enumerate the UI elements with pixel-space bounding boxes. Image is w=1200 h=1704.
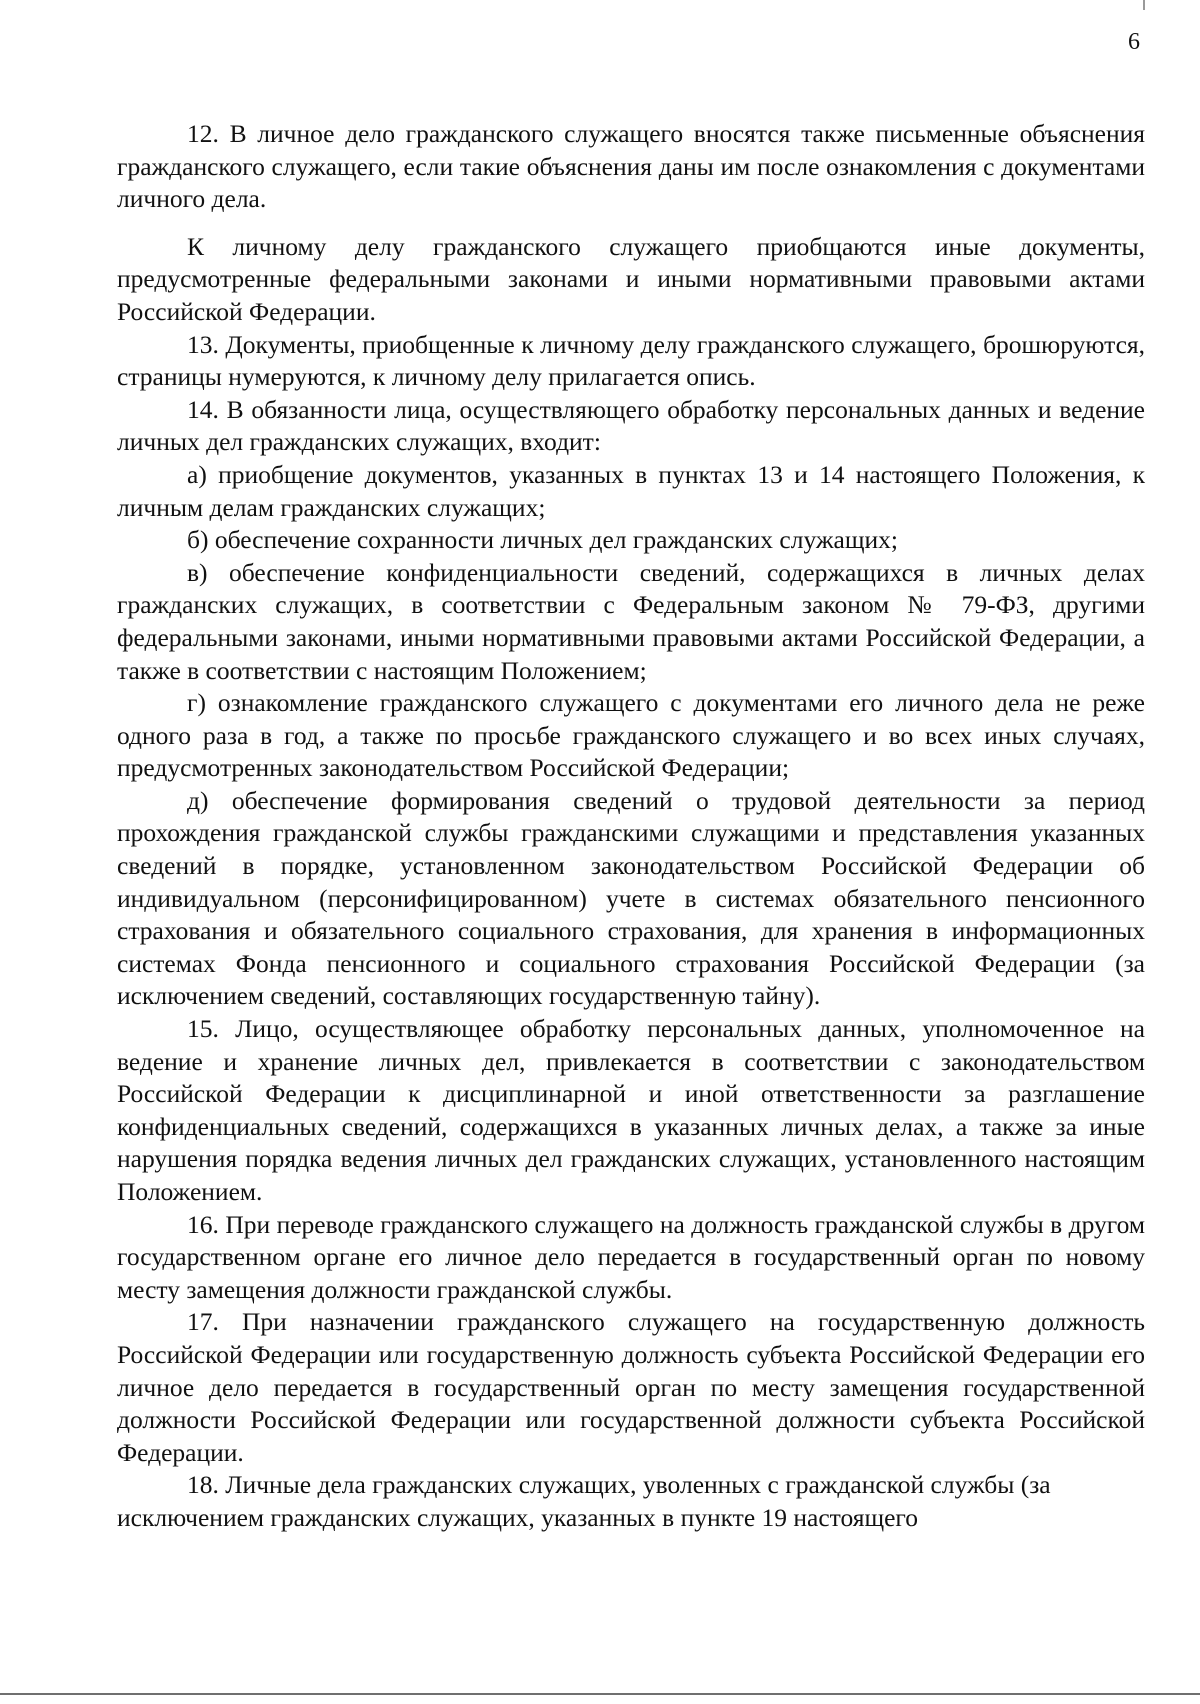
paragraph-16: 16. При переводе гражданского служащего на должность гражданской службы в другом государственном органе его личное дело передается в государственный орган по новому месту замещения должности гражданской службы.: [117, 1209, 1145, 1304]
paragraph-14-a: а) приобщение документов, указанных в пунктах 13 и 14 настоящего Положения, к личным делам гражданских служащих;: [117, 459, 1145, 522]
paragraph-17: 17. При назначении гражданского служащего на государственную должность Российской Федерации или государственную должность субъекта Российской Федерации его личное дело передается в государственный орган по месту замещения государственной должности Российской Федерации или государственной должности субъекта Российской Федерации.: [117, 1307, 1145, 1467]
document-body: [117, 118, 1145, 1535]
page-number: 6: [1128, 29, 1140, 55]
paragraph-13: 13. Документы, приобщенные к личному делу гражданского служащего, брошюруются, страницы нумеруются, к личному делу прилагается опись.: [117, 329, 1145, 392]
paragraph-12: 12. В личное дело гражданского служащего вносятся также письменные объяснения гражданского служащего, если такие объяснения даны им после ознакомления с документами личного дела.: [117, 119, 1145, 214]
paragraph-14-d: д) обеспечение формирования сведений о трудовой деятельности за период прохождения гражданской службы гражданскими служащими и представления указанных сведений в порядке, установленном законодательством Российской Федерации об индивидуальном (персонифицированном) учете в системах обязательного пенсионного страхования и обязательного социального страхования, для хранения в информационных системах Фонда пенсионного и социального страхования Российской Федерации (за исключением сведений, составляющих государственную тайну).: [117, 785, 1145, 1011]
paragraph-14-b: б) обеспечение сохранности личных дел гражданских служащих;: [187, 525, 898, 555]
paragraph-12-continued: К личному делу гражданского служащего приобщаются иные документы, предусмотренные федеральными законами и иными нормативными правовыми актами Российской Федерации.: [117, 231, 1145, 326]
paragraph-14-v: в) обеспечение конфиденциальности сведений, содержащихся в личных делах гражданских служащих, в соответствии с Федеральным законом № 79-ФЗ, другими федеральными законами, иными нормативными правовыми актами Российской Федерации, а также в соответствии с настоящим Положением;: [117, 557, 1145, 685]
paragraph-14-g: г) ознакомление гражданского служащего с документами его личного дела не реже одного раза в год, а также по просьбе гражданского служащего и во всех иных случаях, предусмотренных законодательством Российской Федерации;: [117, 688, 1145, 783]
paragraph-14: 14. В обязанности лица, осуществляющего обработку персональных данных и ведение личных дел гражданских служащих, входит:: [117, 394, 1145, 457]
paragraph-15: 15. Лицо, осуществляющее обработку персональных данных, уполномоченное на ведение и хранение личных дел, привлекается в соответствии с законодательством Российской Федерации к дисциплинарной и иной ответственности за разглашение конфиденциальных сведений, содержащихся в указанных личных делах, а также за иные нарушения порядка ведения личных дел гражданских служащих, установленного настоящим Положением.: [117, 1014, 1145, 1206]
scan-margin-mark: [1143, 0, 1145, 10]
scan-bottom-line: [0, 1693, 1200, 1695]
paragraph-18: 18. Личные дела гражданских служащих, уволенных с гражданской службы (за исключением гражданских служащих, указанных в пункте 19 настоящего: [117, 1470, 1051, 1532]
